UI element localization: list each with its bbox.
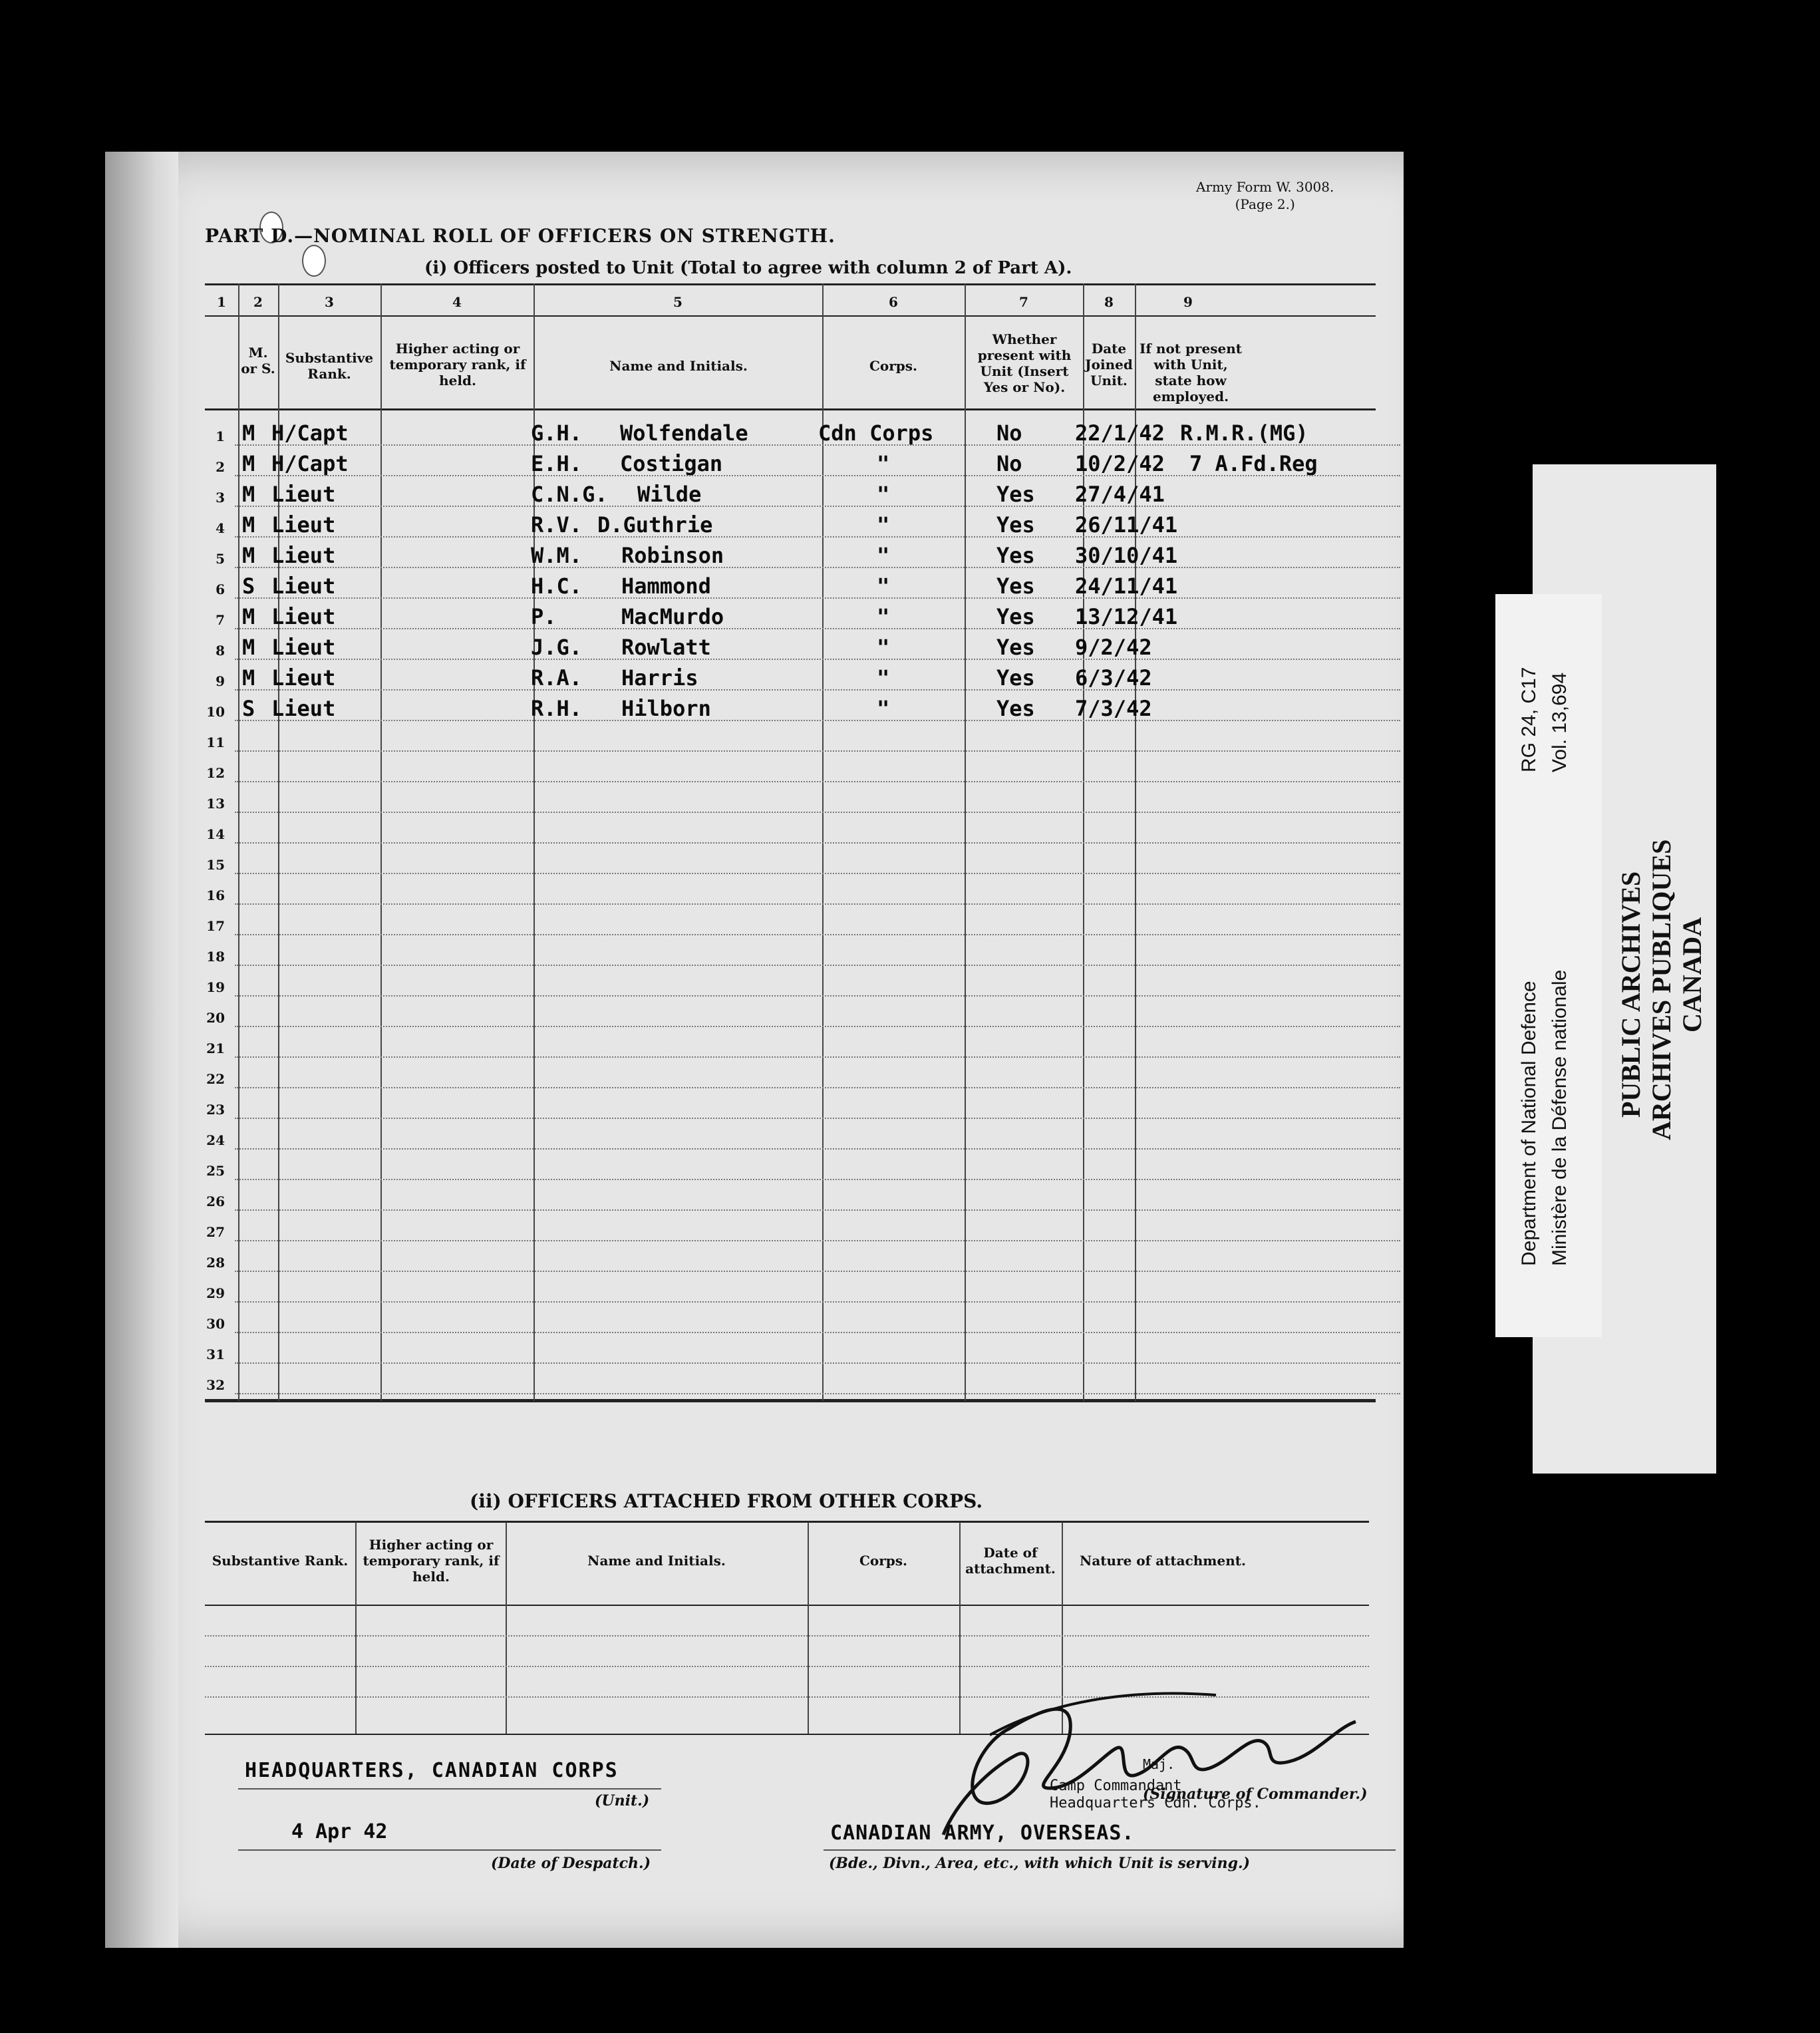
formation-line	[824, 1849, 1396, 1851]
present-cell: No	[996, 451, 1022, 476]
part-title: PART D.—NOMINAL ROLL OF OFFICERS ON STRENGTH.	[205, 225, 835, 247]
row-rule	[235, 781, 1400, 782]
corps-cell: "	[877, 451, 890, 476]
name-cell: MacMurdo	[621, 604, 724, 629]
column-number: 9	[1183, 294, 1193, 310]
corps-cell: "	[877, 665, 890, 691]
date-cell: 22/1/42	[1075, 420, 1165, 446]
row-number: 3	[216, 490, 225, 506]
archive-country: CANADA	[1677, 917, 1707, 1032]
row-number: 1	[216, 428, 225, 444]
row-rule	[235, 628, 1400, 629]
signature-title: Camp Commandant	[1050, 1778, 1182, 1794]
present-cell: Yes	[996, 512, 1035, 538]
date-cell: 9/2/42	[1075, 635, 1152, 660]
header-higher-rank: Higher acting or temporary rank, if held.	[389, 341, 526, 389]
signature-unit: Headquarters Cdn. Corps.	[1050, 1795, 1261, 1811]
row-rule	[235, 842, 1400, 844]
employment-cell: R.M.R.(MG)	[1180, 420, 1308, 446]
row-rule	[235, 1026, 1400, 1027]
formation-label: (Bde., Divn., Area, etc., with which Unit is serving.)	[829, 1855, 1251, 1872]
name-cell: Harris	[621, 665, 698, 691]
attached-header-higher: Higher acting or temporary rank, if held.	[363, 1537, 500, 1585]
date-cell: 30/10/41	[1075, 543, 1178, 568]
corps-cell: "	[877, 604, 890, 629]
row-number: 23	[206, 1102, 225, 1118]
initials-cell: E.H.	[531, 451, 583, 476]
row-rule	[235, 689, 1400, 691]
row-number: 15	[206, 857, 225, 873]
row-rule	[235, 536, 1400, 538]
ms-cell: M	[242, 420, 255, 446]
section-2-title: (ii) OFFICERS ATTACHED FROM OTHER CORPS.	[470, 1490, 983, 1512]
row-rule	[235, 812, 1400, 813]
ms-cell: M	[242, 604, 255, 629]
row-rule	[235, 567, 1400, 568]
row-number: 30	[206, 1316, 225, 1332]
attached-top-rule	[205, 1521, 1369, 1523]
row-rule	[235, 597, 1400, 599]
form-reference	[1196, 178, 1334, 213]
header-employment: If not present with Unit, state how employed.	[1139, 341, 1242, 404]
row-number: 17	[206, 918, 225, 934]
name-cell: Hilborn	[621, 696, 711, 721]
rank-cell: Lieut	[271, 512, 336, 538]
name-cell: Robinson	[621, 543, 724, 568]
ms-cell: M	[242, 635, 255, 660]
present-cell: Yes	[996, 573, 1035, 599]
signature-label: (Signature of Commander.)	[1143, 1786, 1368, 1803]
row-rule	[235, 720, 1400, 721]
row-rule	[235, 506, 1400, 507]
column-number: 4	[452, 294, 462, 310]
corps-cell: "	[877, 482, 890, 507]
rank-cell: Lieut	[271, 696, 336, 721]
ms-cell: M	[242, 543, 255, 568]
initials-cell: W.M.	[531, 543, 583, 568]
row-number: 31	[206, 1346, 225, 1362]
corps-cell: "	[877, 635, 890, 660]
row-number: 10	[206, 704, 225, 720]
rank-cell: H/Capt	[271, 420, 349, 446]
column-number: 1	[217, 294, 226, 310]
initials-cell: R.A.	[531, 665, 583, 691]
present-cell: Yes	[996, 665, 1035, 691]
corps-cell: "	[877, 512, 890, 538]
col-divider	[355, 1522, 357, 1734]
row-rule	[235, 1118, 1400, 1119]
present-cell: Yes	[996, 543, 1035, 568]
column-number: 3	[325, 294, 334, 310]
row-number: 28	[206, 1255, 225, 1271]
row-rule	[235, 750, 1400, 752]
present-cell: Yes	[996, 482, 1035, 507]
row-rule	[235, 1301, 1400, 1303]
header-name: Name and Initials.	[609, 358, 748, 374]
row-number: 8	[216, 643, 225, 659]
row-number: 21	[206, 1040, 225, 1056]
name-cell: Hammond	[621, 573, 711, 599]
name-cell: Rowlatt	[621, 635, 711, 660]
initials-cell: G.H.	[531, 420, 583, 446]
column-number: 8	[1104, 294, 1114, 310]
date-cell: 13/12/41	[1075, 604, 1178, 629]
name-cell: Wolfendale	[620, 420, 748, 446]
row-number: 18	[206, 949, 225, 965]
date-cell: 6/3/42	[1075, 665, 1152, 691]
row-number: 4	[216, 520, 225, 536]
row-number: 13	[206, 796, 225, 812]
row-rule	[235, 1240, 1400, 1241]
punch-hole	[302, 245, 326, 277]
present-cell: Yes	[996, 635, 1035, 660]
row-rule	[235, 659, 1400, 660]
row-number: 20	[206, 1010, 225, 1026]
row-rule	[235, 1332, 1400, 1333]
row-number: 27	[206, 1224, 225, 1240]
present-cell: Yes	[996, 604, 1035, 629]
row-rule	[235, 1148, 1400, 1150]
present-cell: Yes	[996, 696, 1035, 721]
attached-header-rank: Substantive Rank.	[212, 1553, 349, 1569]
row-rule	[235, 1179, 1400, 1180]
rank-cell: H/Capt	[271, 451, 349, 476]
row-number: 9	[216, 673, 225, 689]
row-number: 32	[206, 1377, 225, 1393]
corps-cell: "	[877, 696, 890, 721]
header-rank: Substantive Rank.	[285, 350, 374, 382]
row-number: 26	[206, 1193, 225, 1209]
date-cell: 24/11/41	[1075, 573, 1178, 599]
attached-header-rule	[205, 1605, 1369, 1606]
formation-value: CANADIAN ARMY, OVERSEAS.	[830, 1821, 1135, 1845]
archive-volume: Vol. 13,694	[1549, 672, 1571, 772]
row-rule	[235, 903, 1400, 905]
date-cell: 7/3/42	[1075, 696, 1152, 721]
archive-name-fr: ARCHIVES PUBLIQUES	[1646, 839, 1676, 1140]
ms-cell: M	[242, 451, 255, 476]
rank-cell: Lieut	[271, 482, 336, 507]
row-rule	[235, 1362, 1400, 1364]
row-number: 12	[206, 765, 225, 781]
column-number: 2	[253, 294, 263, 310]
corps-cell: "	[877, 573, 890, 599]
attached-header-corps: Corps.	[859, 1553, 907, 1569]
department-french: Ministère de la Défense nationale	[1549, 969, 1571, 1266]
archive-reference-card	[1495, 594, 1602, 1337]
attached-header-name: Name and Initials.	[587, 1553, 726, 1569]
date-cell: 10/2/42	[1075, 451, 1165, 476]
form-number: Army Form W. 3008.	[1196, 179, 1334, 195]
row-number: 24	[206, 1132, 225, 1148]
row-rule	[235, 995, 1400, 997]
row-rule	[235, 1393, 1400, 1394]
row-rule	[235, 475, 1400, 476]
row-number: 19	[206, 979, 225, 995]
header-date-joined: Date Joined Unit.	[1085, 341, 1133, 389]
ms-cell: S	[242, 573, 255, 599]
row-number: 2	[216, 459, 225, 475]
date-cell: 27/4/41	[1075, 482, 1165, 507]
row-number: 6	[216, 581, 225, 597]
archive-reference-group: RG 24, C17	[1518, 667, 1540, 772]
row-rule	[235, 1271, 1400, 1272]
date-line	[238, 1849, 661, 1851]
initials-cell: C.N.G.	[531, 482, 608, 507]
row-number: 29	[206, 1285, 225, 1301]
row-number: 25	[206, 1163, 225, 1179]
department-english: Department of National Defence	[1518, 981, 1540, 1266]
date-of-despatch-label: (Date of Despatch.)	[491, 1855, 651, 1872]
row-rule	[235, 1056, 1400, 1058]
attached-header-nature: Nature of attachment.	[1080, 1553, 1246, 1569]
ms-cell: M	[242, 665, 255, 691]
row-number: 5	[216, 551, 225, 567]
row-number: 16	[206, 887, 225, 903]
row-rule	[235, 1087, 1400, 1088]
header-ms: M. or S.	[241, 345, 275, 377]
header-present: Whether present with Unit (Insert Yes or No).	[977, 331, 1072, 395]
initials-cell: P.	[531, 604, 557, 629]
name-cell: Costigan	[620, 451, 723, 476]
section-1-title: (i) Officers posted to Unit (Total to agree with column 2 of Part A).	[424, 258, 1072, 278]
signature-rank: Maj.	[1143, 1756, 1175, 1772]
employment-cell: 7 A.Fd.Reg	[1189, 451, 1318, 476]
rank-cell: Lieut	[271, 604, 336, 629]
initials-cell: J.G.	[531, 635, 583, 660]
unit-line	[238, 1788, 661, 1790]
row-rule	[235, 1209, 1400, 1211]
column-number: 7	[1019, 294, 1028, 310]
archive-name-en: PUBLIC ARCHIVES	[1616, 871, 1646, 1118]
date-cell: 26/11/41	[1075, 512, 1178, 538]
attached-header-date: Date of attachment.	[965, 1545, 1056, 1577]
row-number: 22	[206, 1071, 225, 1087]
date-of-despatch-value: 4 Apr 42	[291, 1820, 388, 1843]
form-page	[105, 152, 1404, 1948]
header-corps: Corps.	[869, 358, 917, 374]
name-cell: D.Guthrie	[597, 512, 713, 538]
rank-cell: Lieut	[271, 665, 336, 691]
row-rule	[235, 444, 1400, 446]
unit-value: HEADQUARTERS, CANADIAN CORPS	[245, 1759, 619, 1782]
unit-label: (Unit.)	[595, 1792, 650, 1809]
initials-cell: R.V.	[531, 512, 583, 538]
ms-cell: M	[242, 482, 255, 507]
initials-cell: R.H.	[531, 696, 583, 721]
row-number: 7	[216, 612, 225, 628]
corps-cell: "	[877, 543, 890, 568]
column-number: 5	[673, 294, 682, 310]
ms-cell: M	[242, 512, 255, 538]
column-number: 6	[889, 294, 898, 310]
ms-cell: S	[242, 696, 255, 721]
row-rule	[235, 934, 1400, 935]
rank-cell: Lieut	[271, 573, 336, 599]
present-cell: No	[996, 420, 1022, 446]
row-rule	[235, 965, 1400, 966]
row-rule	[235, 873, 1400, 874]
rank-cell: Lieut	[271, 635, 336, 660]
row-number: 11	[206, 734, 225, 750]
name-cell: Wilde	[637, 482, 702, 507]
corps-cell: Cdn Corps	[818, 420, 934, 446]
rank-cell: Lieut	[271, 543, 336, 568]
initials-cell: H.C.	[531, 573, 583, 599]
row-number: 14	[206, 826, 225, 842]
form-page-number: (Page 2.)	[1235, 196, 1295, 212]
attached-row-rule	[205, 1635, 1369, 1637]
